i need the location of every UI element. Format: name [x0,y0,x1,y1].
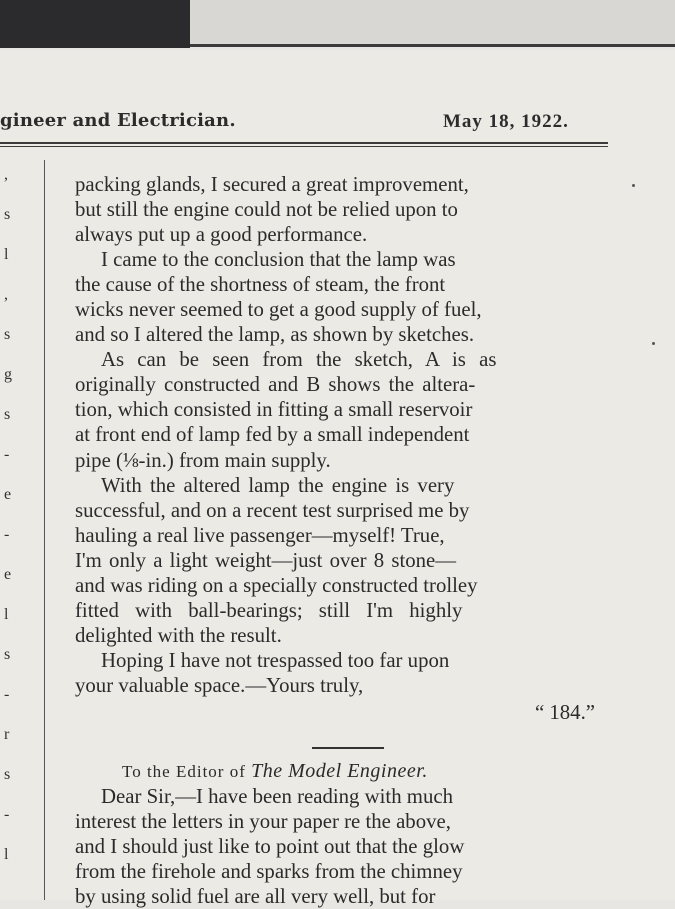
text-line: the cause of the shortness of steam, the front [75,273,446,297]
journal-name: The Model Engineer. [251,760,428,782]
paper-speck [652,342,655,345]
text-line: pipe (⅛-in.) from main supply. [75,448,331,472]
text-line: hauling a real live passenger—myself! True, [75,523,445,547]
edge-mark: , [4,166,8,183]
second-letter [75,784,615,909]
text-line: successful, and on a recent test surprised me by [75,498,470,522]
address-prefix: To the Editor of [122,762,252,781]
column-divider [44,160,45,900]
edge-mark: s [4,766,11,783]
edge-mark: r [4,726,10,743]
text-line: delighted with the result. [75,623,282,647]
signature: “ 184.” [534,700,595,724]
header-rule [0,142,608,144]
edge-mark: - [4,526,10,543]
text-line: packing glands, I secured a great improvement, [75,173,469,196]
text-line: I came to the conclusion that the lamp was [101,248,456,272]
header-rule-thin [0,146,608,147]
text-line: by using solid fuel are all very well, but for [75,885,436,909]
edge-mark: l [4,246,9,263]
edge-mark: l [4,606,9,623]
previous-page-edge [190,0,675,47]
text-line: wicks never seemed to get a good supply of fuel, [75,298,482,322]
letter-address [122,760,428,783]
text-line: As can be seen from the sketch, A is as [101,348,497,372]
edge-mark: - [4,446,10,463]
edge-mark: e [4,566,12,583]
edge-mark: e [4,486,12,503]
edge-mark: l [4,846,9,863]
paper-speck [632,184,635,187]
text-line: at front end of lamp fed by a small independent [75,423,470,447]
text-line: I'm only a light weight—just over 8 stone— [75,548,457,572]
edge-mark: s [4,206,11,223]
text-line: your valuable space.—Yours truly, [75,673,364,697]
edge-mark: s [4,646,11,663]
running-title: gineer and Electrician. [0,110,236,131]
edge-mark: , [4,286,8,303]
text-line: fitted with ball-bearings; still I'm highly [75,598,463,622]
text-line: tion, which consisted in fitting a small reservoir [75,398,473,422]
edge-mark: - [4,686,10,703]
text-line: and I should just like to point out that the glow [75,835,465,859]
article-column [75,172,615,725]
text-line: originally constructed and B shows the altera- [75,373,476,397]
edge-mark: s [4,326,11,343]
edge-mark: g [4,366,12,383]
running-date: May 18, 1922. [443,111,569,132]
edge-mark: - [4,806,10,823]
text-line: and was riding on a specially constructed trolley [75,573,478,597]
text-line: but still the engine could not be relied upon to [75,198,458,222]
text-line: from the firehole and sparks from the chimney [75,860,463,884]
text-line: Hoping I have not trespassed too far upon [101,648,450,672]
text-line: interest the letters in your paper re the above, [75,810,451,834]
text-line: always put up a good performance. [75,223,368,247]
book-edge-dark [0,0,190,48]
text-line: and so I altered the lamp, as shown by sketches. [75,323,475,347]
edge-mark: s [4,406,11,423]
text-line: With the altered lamp the engine is very [101,473,455,497]
section-separator [312,747,384,749]
text-line: Dear Sir,—I have been reading with much [101,785,454,808]
